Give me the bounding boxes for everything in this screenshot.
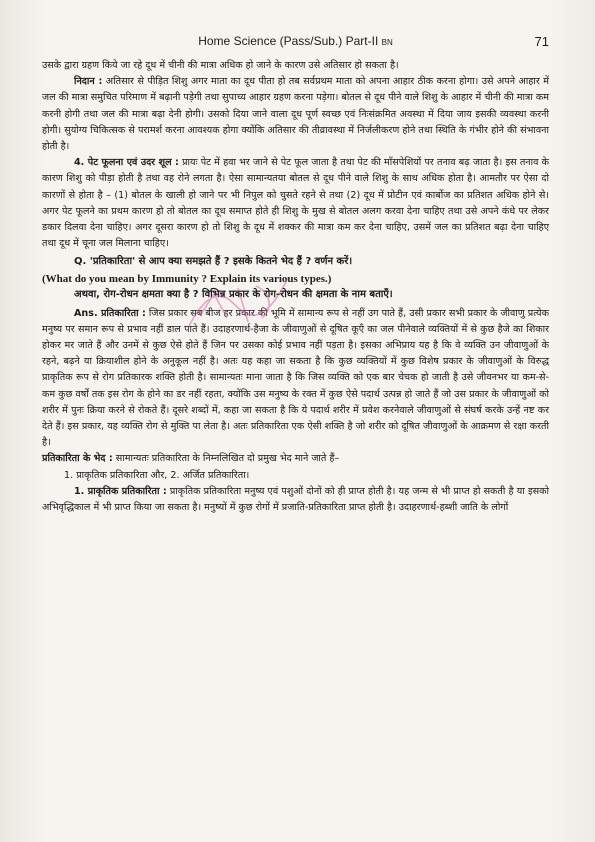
paragraph-continuation: उसके द्वारा ग्रहण किये जा रहे दूध में चीनी की मात्रा अधिक हो जाने के कारण उसे अतिसार हो सकता है। (42, 60, 399, 71)
page-number: 71 (534, 34, 549, 49)
types-list: 1. प्राकृतिक प्रतिकारिता और, 2. अर्जित प्रतिकारिता। (64, 469, 250, 481)
paragraph-diagnosis (42, 74, 549, 155)
paragraph-answer (42, 306, 549, 452)
header-title-suffix: BN (381, 38, 393, 47)
header-title (198, 34, 393, 48)
running-header (42, 34, 549, 52)
body-text (42, 58, 549, 516)
answer-text: जिस प्रकार सब बीज हर प्रकार की भूमि में सामान्य रूप से नहीं उग पाते हैं, उसी प्रकार सभी प्रकार के जीवाणु प्रत्येक मनुष्य पर समान रूप से प्रभाव नहीं डाल पाते हैं। उदाहरणार्थ-हैजा के जीवाणुओं से दूषित कूएँ का जल पीनेवाले व्यक्तियों में से कुछ हैजे का शिकार होकर मर जाते हैं और उनमें से कुछ ऐसे होते हैं जिन पर उसका कोई प्रभाव नहीं पड़ता है। इसका अभिप्राय यह है कि वे व्यक्ति उन जीवाणुओं के रहने, बढ़ने या क्रियाशील होने के अनुकूल नहीं है। अतः यह कहा जा सकता है कि कुछ व्यक्तियों में कुछ विशेष प्रकार के जीवाणुओं के विरुद्ध प्राकृतिक रूप से रोग प्रतिकारक शक्ति होती है। सामान्यतः माना जाता है कि जिस व्यक्ति को एक बार चेचक हो जाती है उसे जीवनभर या कम-से-कम कुछ वर्षों तक इस रोग के होने का डर नहीं रहता, क्योंकि उस मनुष्य के रक्त में कुछ ऐसे पदार्थ उत्पन्न हो जाते हैं जो उस प्रकार के जीवाणुओं को शरीर में पुनः क्रिया करने से रोकते हैं। दूसरे शब्दों में, कहा जा सकता है कि ये पदार्थ शरीर में प्रवेश करनेवाले जीवाणुओं से संघर्ष करके उन्हें नष्ट कर देते हैं। इस प्रकार, यह व्यक्ति रोग से मुक्ति पा लेता है। अतः प्रतिकारिता एक ऐसी शक्ति है जो शरीर को दूषित जीवाणुओं के आक्रमण से रक्षा करती है। (42, 307, 549, 449)
natural-immunity-text: प्राकृतिक प्रतिकारिता मनुष्य एवं पशुओं दोनों को ही प्राप्त होती है। यह जन्म से भी प्राप्त हो सकती है या इसको अभिवृद्धिकाल में भी प्राप्त किया जा सकता है। मनुष्यों में कुछ रोगों में प्रजाति-प्रतिकारिता प्राप्त होती है। उदाहरणार्थ-हब्शी जाति के लोगों (42, 485, 549, 514)
header-title-text: Home Science (Pass/Sub.) Part-II (198, 34, 379, 48)
question-english: (What do you mean by Immunity ? Explain its various types.) (42, 272, 332, 285)
question-alternate: अथवा, रोग-रोधन क्षमता क्या है ? विभिन्न प्रकार के रोग-रोधन की क्षमता के नाम बताएँ। (74, 289, 393, 301)
colic-text: प्रायः पेट में हवा भर जाने से पेट फूल जाता है तथा पेट की माँसपेशियों पर तनाव बढ़ जाता है। इस तनाव के कारण शिशु को पीड़ा होती है तथा वह रोने लगता है। ऐसा सामान्यतया बोतल से दूध पीने वाले शिशु के साथ अधिक होता है। आमतौर पर ऐसा दो कारणों से होता है – (1) बोतल के खाली हो जाने पर भी निपुल को चुसते रहने से तथा (2) दूध में प्रोटीन एवं कार्बोज का प्रतिशत अधिक होने से। अगर पेट फूलने का प्रथम कारण हो तो बोतल का दूध समाप्त होते ही शिशु के मुख से बोतल अलग करवा देना चाहिए तथा उसे अपने कंधे पर लेकर डकार दिलवा देना चाहिए। अगर दूसरा कारण हो तो शिशु के दूध में शक्कर की मात्रा कम कर देना चाहिए, उसमें जल का प्रतिशत बढ़ा देना चाहिए तथा दूध में चूना जल मिलाना चाहिए। (42, 157, 549, 250)
answer-label: Ans. प्रतिकारिता : (74, 307, 146, 319)
paragraph-natural-immunity (42, 484, 549, 516)
types-label: प्रतिकारिता के भेद : (42, 453, 113, 465)
colic-label: 4. पेट फूलना एवं उदर शूल : (74, 157, 179, 169)
paragraph-types (42, 451, 549, 467)
paragraph-colic (42, 155, 549, 252)
types-text: सामान्यतः प्रतिकारिता के निम्नलिखित दो प्रमुख भेद माने जाते हैं– (115, 453, 340, 465)
diagnosis-label: निदान : (74, 76, 103, 88)
diagnosis-text: अतिसार से पीड़ित शिशु अगर माता का दूध पीता हो तब सर्वप्रथम माता को अपना आहार ठीक करना होगा। उसे अपने आहार में जल की मात्रा समुचित परिमाण में बढ़ानी पड़ेगी तथा सुपाच्य आहार ग्रहण करना पड़ेगा। बोतल से दूध पीने वाले शिशु के आहार में चीनी की मात्रा कम करनी होगी तथा जल की मात्रा बढ़ा देनी होगी। उसको दिया जाने वाला दूध पूर्ण स्वच्छ एवं निःसंक्रमित अवस्था में दिया जाय इसकी व्यवस्था करनी होगी। सुयोग्य चिकित्सक से परामर्श करना आवश्यक होगा क्योंकि अतिसार की तीव्रावस्था में निर्जलीकरण होने तथा स्थिति के गंभीर होने की संभावना होती है। (42, 76, 550, 153)
natural-immunity-label: 1. प्राकृतिक प्रतिकारिता : (74, 485, 167, 497)
question-hindi: Q. 'प्रतिकारिता' से आप क्या समझते हैं ? इसके कितने भेद हैं ? वर्णन करें। (74, 256, 353, 268)
